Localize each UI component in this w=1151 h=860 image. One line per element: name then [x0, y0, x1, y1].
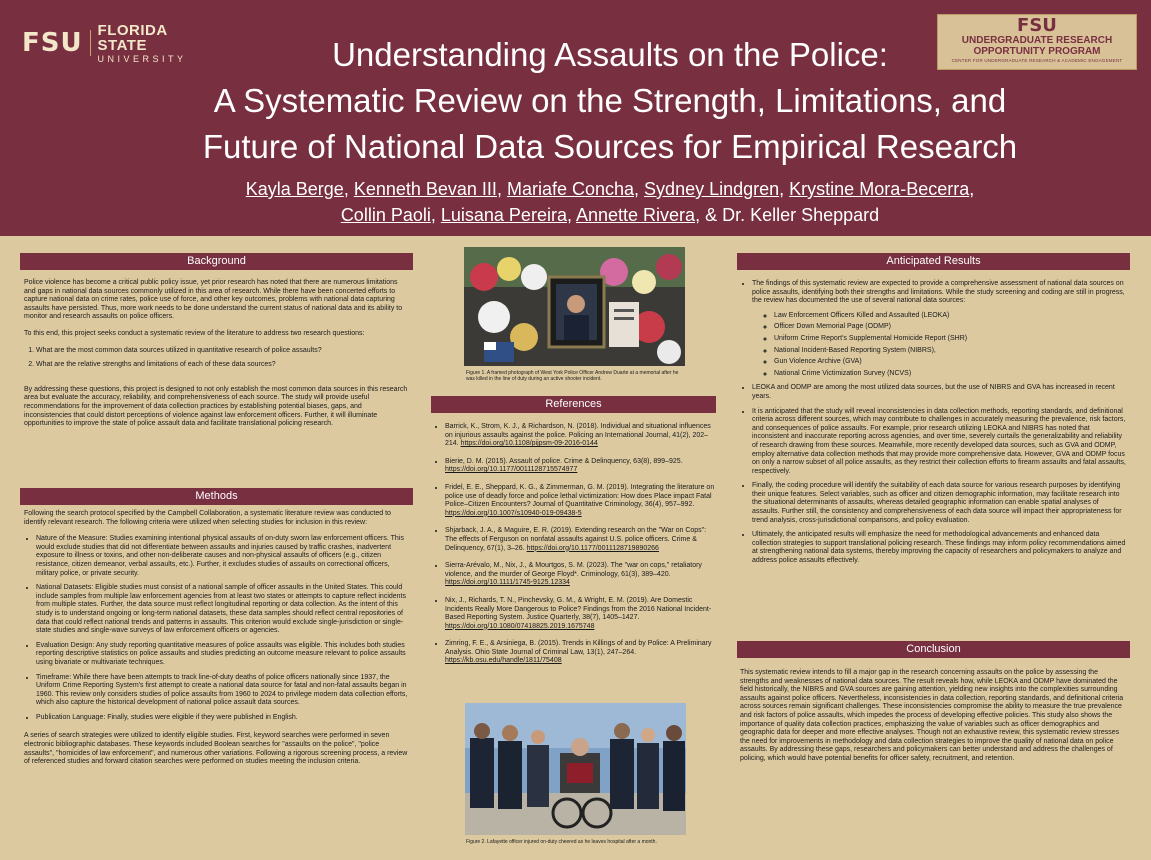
memorial-photo-graphic: [464, 247, 685, 366]
references-heading: References: [431, 396, 716, 413]
author-name: Annette Rivera: [575, 205, 696, 225]
reference-item: [445, 562, 716, 588]
title-line-3: Future of National Data Sources for Empirical Research: [202, 128, 1018, 165]
criterion: • Nature of the Measure: Studies examining intentional physical assaults of on-duty sworn law enforcement officers. This would exclude studies that did not differentiate between assaults and injuries caused by traffic crashes, inadvertent exposure to illness or toxins, and other non-deliberate causes and non-physical assaults of officers (e.g., citizen resistance, citizen demeanor, verbal assaults, etc.). Further, it excludes studies of assaults on correctional officers, military police, or private security.: [36, 535, 410, 578]
background-paragraph-2: To this end, this project seeks conduct a systematic review of the literature to address two research questions:: [24, 329, 365, 337]
data-source-item: ◦ Uniform Crime Report's Supplemental Homicide Report (SHR): [774, 335, 1128, 344]
data-source-item: ◦ National Crime Victimization Survey (NCVS): [774, 370, 1128, 379]
author-name: Collin Paoli: [340, 205, 431, 225]
data-source-item: ◦ Law Enforcement Officers Killed and Assaulted (LEOKA): [774, 312, 1128, 321]
background-paragraph-3: By addressing these questions, this project is designed to not only establish the most common data sources in this research area but evaluate the accuracy, reliability, and comprehensiveness of each source. The study will provide useful recommendations for the improvement of data collection practices by establishing potential biases, gaps, and inconsistencies that could distort perceptions of violence against law enforcement officers. Further, it will illuminate opportunities to improve the state of police assault data and facilitate translational policing research.: [24, 385, 408, 428]
reference-item: [445, 484, 716, 518]
methods-intro: Following the search protocol specified by the Campbell Collaboration, a systematic literature review was conducted to identify relevant research. The following criteria were utilized when selecting studies for inclusion in this review:: [24, 510, 391, 526]
methods-body: [24, 510, 410, 775]
results-point: • Finally, the coding procedure will identify the suitability of each data source for various research purposes by identifying their unique features. Select variables, such as officer and citizen demographic information, may facilitate research into the situational determinants of assaults, whereas detailed geographic information can enable spatial analyses of assaults. Further still, the consistency and comprehensiveness of each data source will impact their appropriateness for trend analysis, cross-jurisdictional comparisons, and policy evaluation.: [752, 482, 1128, 525]
urop-line-2: OPPORTUNITY PROGRAM: [973, 46, 1101, 57]
results-point: • It is anticipated that the study will reveal inconsistencies in data collection methods, reporting standards, and definitional criteria across different sources, which may contribute to challenges in accurately measuring the prevalence, risk factors, and consequences of police assaults. For example, prior research utilizing LEOKA and NIBRS has noted that inconsistent and inaccurate reporting across agencies, and over time, severely curtails the generalizability and reliability of research drawing from these sources. Meanwhile, more recently developed data sources, such as GVA and ODMP, employ alternative data collection methods that may provide more comprehensive data. However, GVA and ODMP focus on only a narrow subset of all police assaults, as they restrict their collection efforts to firearm assaults and fatal assaults, respectively.: [752, 408, 1128, 477]
data-source-list: [752, 312, 1128, 379]
reference-item: [445, 597, 716, 631]
criterion: • Timeframe: While there have been attempts to track line-of-duty deaths of police officers nationally since 1937, the Uniform Crime Reporting System's first attempt to create a national data source for fatal and non-fatal assaults began in 1960. This review only considers studies of police assaults from 1960 to 2024 to privilege modern data collection efforts, which also capture the historical development of national police assault data sources.: [36, 674, 410, 708]
results-point: • LEOKA and ODMP are among the most utilized data sources, but the use of NIBRS and GVA has increased in recent years.: [752, 384, 1128, 401]
urop-line-3: CENTER FOR UNDERGRADUATE RESEARCH & ACADEMIC ENGAGEMENT: [951, 58, 1123, 63]
reference-link[interactable]: https://doi.org/10.1111/1745-9125.12334: [445, 579, 570, 587]
authors-line-2: Collin Paoli, Luisana Pereira, Annette Rivera, & Dr. Keller Sheppard: [340, 205, 880, 225]
reference-text: Sierra-Arévalo, M., Nix, J., & Mourtgos, S. M. (2023). The "war on cops," retaliatory violence, and the murder of George Floyd*. Criminology, 61(3), 389–420.: [445, 562, 702, 578]
reference-item: [445, 640, 716, 666]
results-heading: Anticipated Results: [737, 253, 1130, 270]
conclusion-heading: Conclusion: [737, 641, 1130, 658]
criterion: • National Datasets: Eligible studies must consist of a national sample of officer assaults in the United States. This could include samples from multiple law enforcement agencies from at least two states or attempts to capture reflect incidents from multiple states. Further, the data source must reflect longitudinal reporting or data collection. As the intent of this study is to understand ongoing or long-term national datasets, these data samples should reflect central repositories of data that could reflect national trends and patterns in assaults. This criterion would exclude single-jurisdiction or single-state studies and single-wave surveys of law enforcement officers or agencies.: [36, 584, 410, 636]
hospital-photo-graphic: [465, 703, 686, 835]
conclusion-text: This systematic review intends to fill a major gap in the research concerning assaults on the police by assessing the strengths and weaknesses of national data sources. The result reveals how, while LEOKA and ODMP have dominated the field historically, the NIBRS and GVA sources are gaining attention, yielding new insights into the complexities surrounding assaults against police officers. Nevertheless, inconsistencies in data collection, reporting standards, and definitional criteria across sources remain significant challenges. These inconsistencies compromise the ability to measure the true prevalence and risk factors of police assaults, which impedes the process of developing effective policies. This study also shows the importance of quality data collection practices, emphasizing the value of variables such as officer demographics and geographic data for deeper and more effective analyses. Though not an exhaustive review, this systematic review stresses the need for improvements in methodology and data collection strategies to improve the quality of national data on police assaults. By addressing these gaps, researchers and policymakers can better understand and address the challenges of policing, which would have potential benefits for officer safety, recruitment, and retention.: [740, 669, 1124, 762]
author-name: Mariafe Concha: [506, 179, 635, 199]
author-name: Krystine Mora-Becerra: [789, 179, 970, 199]
reference-link[interactable]: https://doi.org/10.1007/s10940-019-09438-5: [445, 509, 582, 517]
conclusion-body: [740, 669, 1128, 772]
reference-item: [445, 527, 716, 553]
authors-line-1: Kayla Berge, Kenneth Bevan III, Mariafe Concha, Sydney Lindgren, Krystine Mora-Becerra,: [245, 179, 975, 199]
reference-text: Nix, J., Richards, T. N., Pinchevsky, G. M., & Wright, E. M. (2019). Are Domestic Incidents Really More Dangerous to Police? Findings from the 2016 National Incident-Based Reporting System. Justice Quarterly, 38(7), 1405–1427.: [445, 596, 712, 622]
figure-2-caption: Figure 2. Lafayette officer injured on-duty cheered as he leaves hospital after a month.: [466, 839, 657, 845]
reference-text: Bierie, D. M. (2015). Assault of police. Crime & Delinquency, 63(8), 899–925.: [445, 457, 683, 465]
reference-item: [445, 423, 716, 449]
author-name: Kenneth Bevan III: [353, 179, 497, 199]
data-source-item: ◦ Officer Down Memorial Page (ODMP): [774, 323, 1128, 332]
fsu-logo-sub: UNIVERSITY: [97, 53, 187, 64]
criterion: • Publication Language: Finally, studies were eligible if they were published in English.: [36, 714, 410, 723]
reference-item: [445, 458, 716, 475]
title-banner: [0, 0, 1151, 236]
urop-line-1: UNDERGRADUATE RESEARCH: [961, 35, 1113, 46]
reference-text: Fridel, E. E., Sheppard, K. G., & Zimmerman, G. M. (2019). Integrating the literature on police use of deadly force and police lethal victimization: How does Place impact Fatal Police–Citizen Encounters? Journal of Quantitative Criminology, 36(4), 957–992.: [445, 483, 715, 509]
results-intro-text: The findings of this systematic review are expected to provide a comprehensive assessment of national data sources on police assaults, identifying both their strengths and limitations. While the study screening and coding are still in progress, the review has documented the use of several national data sources:: [752, 280, 1125, 305]
research-question: 2. What are the relative strengths and limitations of each of these data sources?: [36, 361, 410, 370]
results-list: [740, 280, 1128, 566]
figure-1-caption: Figure 1. A framed photograph of West York Police Officer Andrew Duarte at a memorial after he was killed in the line of duty during an active shooter incident.: [466, 370, 679, 382]
reference-list: [433, 423, 716, 666]
author-name: Luisana Pereira: [440, 205, 567, 225]
figure-1-memorial-photo: [464, 247, 685, 366]
inclusion-criteria: [24, 535, 410, 722]
results-intro: [752, 280, 1128, 378]
background-heading: Background: [20, 253, 413, 270]
title-line-1: Understanding Assaults on the Police:: [332, 36, 888, 73]
research-questions: [24, 347, 410, 370]
background-body: [24, 279, 410, 437]
data-source-item: ◦ National Incident-Based Reporting System (NIBRS),: [774, 347, 1128, 356]
reference-link[interactable]: https://doi.org/10.1080/07418825.2019.1675748: [445, 622, 595, 630]
author-name: Sydney Lindgren: [644, 179, 780, 199]
results-body: [740, 280, 1128, 572]
fsu-logo-mark: FSU: [22, 28, 83, 58]
reference-link[interactable]: https://kb.osu.edu/handle/1811/75408: [445, 657, 562, 665]
title-line-2: A Systematic Review on the Strength, Limitations, and: [213, 82, 1007, 119]
reference-link[interactable]: https://doi.org/10.1177/0011128719890266: [526, 544, 659, 552]
fsu-logo-name: FLORIDA STATE: [97, 21, 168, 54]
methods-closing: A series of search strategies were utilized to identify eligible studies. First, keyword searches were performed in seven electronic bibliographic databases. These keywords included Boolean searches for "assaults on the police", "police assaults", "homicides of law enforcement", and numerous other variations. Following a rigorous screening process, a review of referenced studies and forward citation searches were performed on studies meeting the inclusion criteria.: [24, 732, 408, 766]
research-question: 1. What are the most common data sources utilized in quantitative research of police assaults?: [36, 347, 410, 356]
reference-text: Barrick, K., Strom, K. J., & Richardson, N. (2018). Individual and situational influences on injurious assaults against the police. Policing an International Journal, 41(2), 202–214.: [445, 423, 711, 448]
author-name: Kayla Berge: [245, 179, 344, 199]
methods-heading: Methods: [20, 488, 413, 505]
reference-text: Zimring, F. E., & Arsiniega, B. (2015). Trends in Killings of and by Police: A Preliminary Analysis. Ohio State Journal of Criminal Law, 13(1), 247–264.: [445, 640, 712, 656]
urop-logo-mark: FSU: [1017, 15, 1057, 36]
reference-link[interactable]: https://doi.org/10.1177/0011128715574977: [445, 466, 578, 474]
authors-tail: , & Dr. Keller Sheppard: [695, 205, 880, 225]
urop-logo: [937, 14, 1137, 70]
background-paragraph-1: Police violence has become a critical public policy issue, yet prior research has noted that there are numerous limitations and gaps in national data sources commonly utilized in this area of research. While there have been concerted efforts to capture national data on crime rates, police use of force, and other key outcomes, problems with national data capturing assaults have persisted. Thus, more work needs to be done understand the current status of national data and its ability to monitor and research assaults on police officers.: [24, 279, 403, 321]
figure-2-hospital-photo: [465, 703, 686, 835]
data-source-item: ◦ Gun Violence Archive (GVA): [774, 358, 1128, 367]
criterion: • Evaluation Design: Any study reporting quantitative measures of police assaults was eligible. This includes both studies reporting descriptive statistics on police assaults and studies predicting an outcome measure relevant to police assaults using bivariate or multivariate techniques.: [36, 642, 410, 668]
references-body: [433, 423, 716, 675]
author-list: [90, 176, 1130, 228]
reference-text: Shjarback, J. A., & Maguire, E. R. (2019). Extending research on the "War on Cops": The effects of Ferguson on nonfatal assaults against U.S. police officers. Crime & Delinquency, 67(1), 3–26.: [445, 527, 707, 552]
results-point: • Ultimately, the anticipated results will emphasize the need for methodological advancements and enhanced data collection strategies to support translational policing research. These findings may inform policy recommendations aimed at strengthening national data systems, thereby improving the capacity of researchers and policymakers to analyze and address police assaults effectively.: [752, 531, 1128, 565]
reference-link[interactable]: https://doi.org/10.1108/pijpsm-09-2016-0144: [460, 440, 598, 448]
